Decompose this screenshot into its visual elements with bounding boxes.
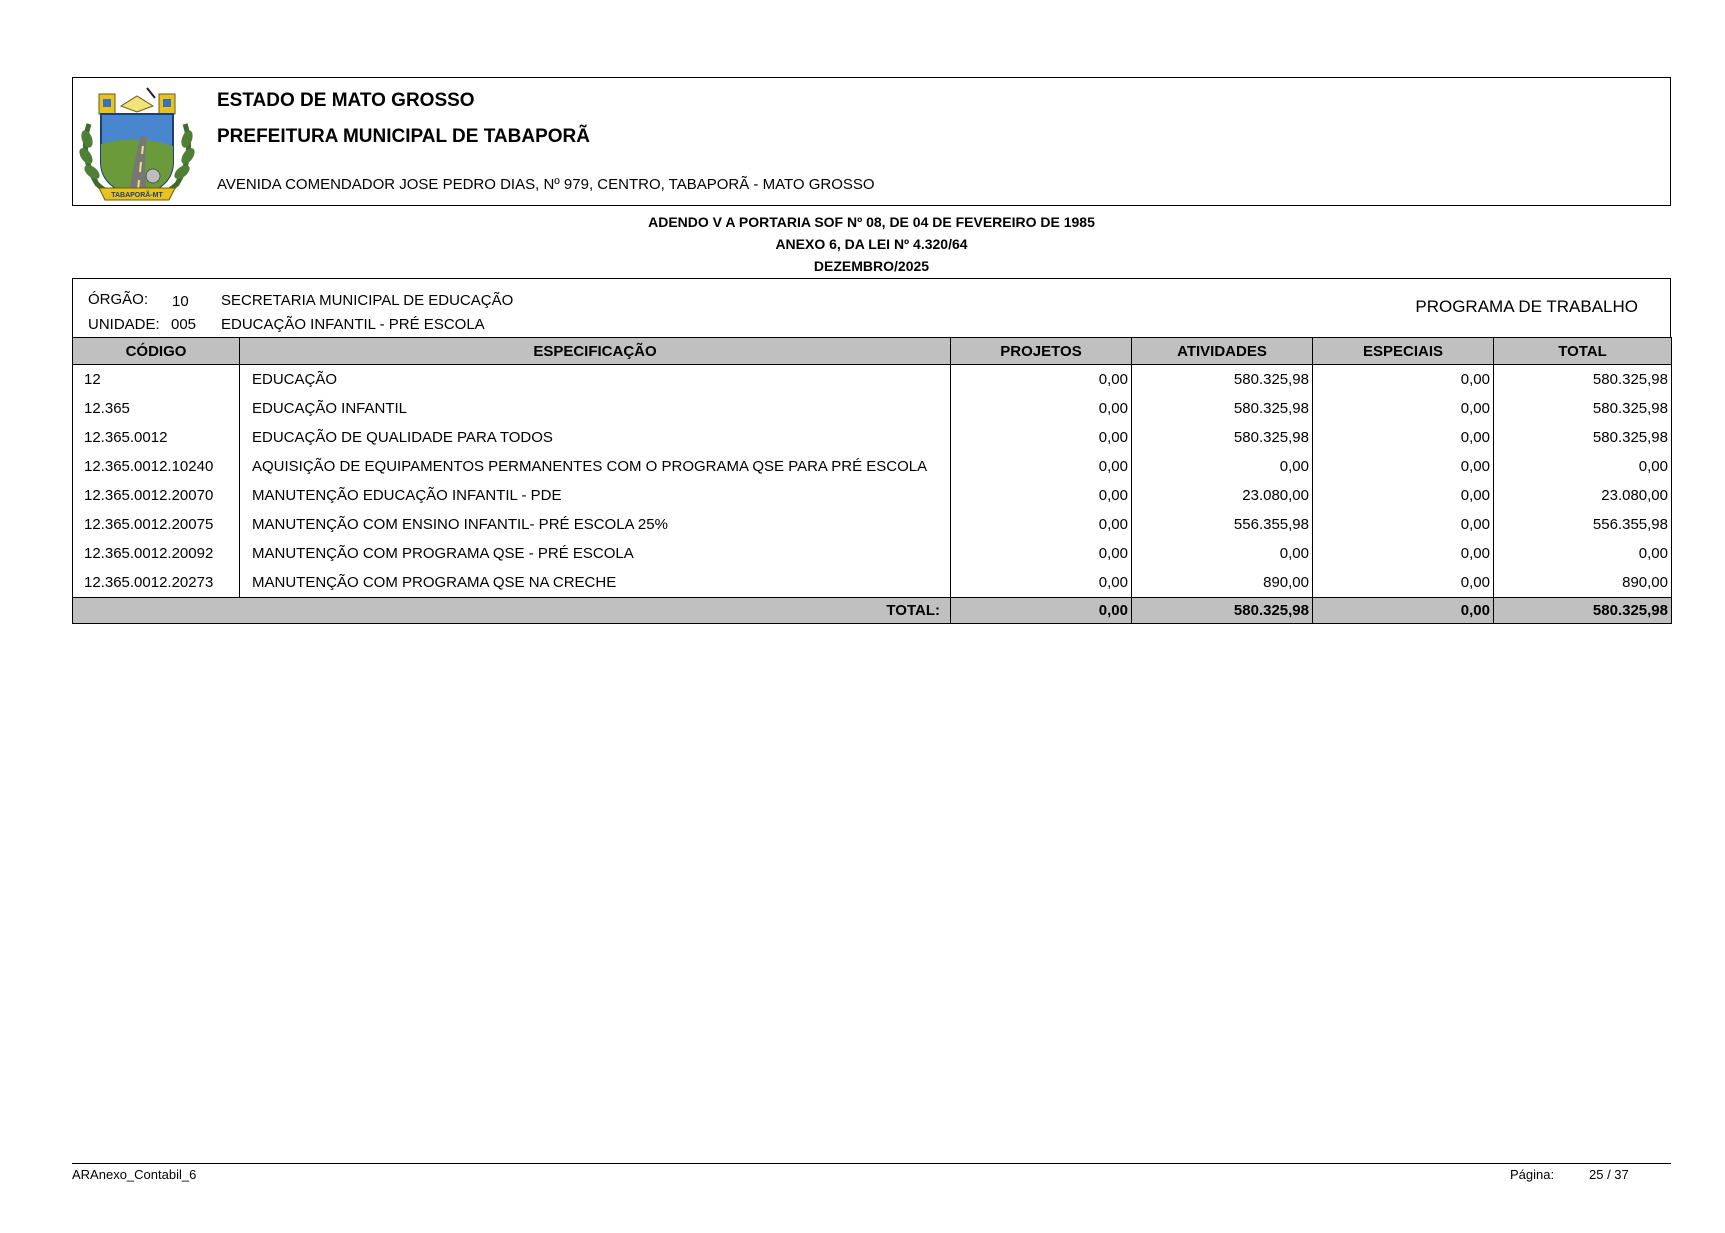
cell-especiais: 0,00 (1313, 568, 1494, 598)
report-name: ARAnexo_Contabil_6 (72, 1167, 197, 1182)
cell-atividades: 0,00 (1132, 452, 1313, 481)
orgao-code: 10 (172, 293, 189, 310)
coat-of-arms-logo (77, 84, 197, 202)
orgao-label: ÓRGÃO: (88, 291, 149, 308)
cell-especiais: 0,00 (1313, 423, 1494, 452)
program-title: PROGRAMA DE TRABALHO (1415, 297, 1638, 316)
title-line-1: ADENDO V A PORTARIA SOF Nº 08, DE 04 DE FEVEREIRO DE 1985 (648, 214, 1095, 230)
cell-codigo: 12 (73, 365, 240, 395)
total-total: 580.325,98 (1494, 598, 1672, 624)
prefecture-name: PREFEITURA MUNICIPAL DE TABAPORÃ (217, 126, 590, 147)
cell-codigo: 12.365.0012.20273 (73, 568, 240, 598)
table-row (73, 481, 1672, 510)
report-titles (72, 211, 1671, 277)
cell-especiais: 0,00 (1313, 394, 1494, 423)
total-projetos: 0,00 (951, 598, 1132, 624)
unidade-label: UNIDADE: (88, 316, 160, 333)
page-label: Página: (1510, 1167, 1555, 1182)
cell-codigo: 12.365.0012.20092 (73, 539, 240, 568)
cell-total: 580.325,98 (1494, 394, 1672, 423)
state-name: ESTADO DE MATO GROSSO (217, 90, 475, 111)
table-row (73, 510, 1672, 539)
letterhead (72, 77, 1671, 206)
cell-total: 0,00 (1494, 539, 1672, 568)
cell-atividades: 580.325,98 (1132, 423, 1313, 452)
orgao-name: SECRETARIA MUNICIPAL DE EDUCAÇÃO (221, 292, 514, 309)
cell-projetos: 0,00 (951, 568, 1132, 598)
cell-especificacao: EDUCAÇÃO DE QUALIDADE PARA TODOS (240, 423, 951, 452)
table-row (73, 568, 1672, 598)
table-header-row (73, 338, 1672, 365)
cell-projetos: 0,00 (951, 423, 1132, 452)
title-line-3: DEZEMBRO/2025 (813, 258, 930, 274)
cell-total: 556.355,98 (1494, 510, 1672, 539)
cell-projetos: 0,00 (951, 394, 1132, 423)
cell-codigo: 12.365.0012.20070 (73, 481, 240, 510)
cell-codigo: 12.365 (73, 394, 240, 423)
total-atividades: 580.325,98 (1132, 598, 1313, 624)
cell-especificacao: MANUTENÇÃO COM PROGRAMA QSE NA CRECHE (240, 568, 951, 598)
cell-codigo: 12.365.0012 (73, 423, 240, 452)
cell-atividades: 0,00 (1132, 539, 1313, 568)
cell-especiais: 0,00 (1313, 365, 1494, 395)
cell-total: 580.325,98 (1494, 423, 1672, 452)
unidade-name: EDUCAÇÃO INFANTIL - PRÉ ESCOLA (221, 316, 485, 333)
col-header-atividades: ATIVIDADES (1132, 338, 1313, 365)
total-especiais: 0,00 (1313, 598, 1494, 624)
cell-especificacao: MANUTENÇÃO EDUCAÇÃO INFANTIL - PDE (240, 481, 951, 510)
cell-total: 23.080,00 (1494, 481, 1672, 510)
cell-especificacao: AQUISIÇÃO DE EQUIPAMENTOS PERMANENTES COM O PROGRAMA QSE PARA PRÉ ESCOLA (240, 452, 951, 481)
table-row (73, 394, 1672, 423)
organ-info-box (72, 278, 1671, 337)
cell-especificacao: MANUTENÇÃO COM PROGRAMA QSE - PRÉ ESCOLA (240, 539, 951, 568)
cell-projetos: 0,00 (951, 510, 1132, 539)
cell-especificacao: EDUCAÇÃO (240, 365, 951, 395)
cell-total: 0,00 (1494, 452, 1672, 481)
table-row (73, 365, 1672, 395)
col-header-total: TOTAL (1494, 338, 1672, 365)
cell-atividades: 890,00 (1132, 568, 1313, 598)
cell-atividades: 23.080,00 (1132, 481, 1313, 510)
cell-total: 580.325,98 (1494, 365, 1672, 395)
title-line-2: ANEXO 6, DA LEI Nº 4.320/64 (775, 236, 968, 252)
col-header-especificacao: ESPECIFICAÇÃO (240, 338, 951, 365)
logo-banner-text: TABAPORÃ-MT (111, 192, 163, 199)
cell-projetos: 0,00 (951, 452, 1132, 481)
cell-especiais: 0,00 (1313, 452, 1494, 481)
page-number: 25 / 37 (1589, 1167, 1629, 1182)
cell-especiais: 0,00 (1313, 539, 1494, 568)
cell-projetos: 0,00 (951, 365, 1132, 395)
cell-total: 890,00 (1494, 568, 1672, 598)
table-row (73, 423, 1672, 452)
cell-codigo: 12.365.0012.10240 (73, 452, 240, 481)
cell-especificacao: EDUCAÇÃO INFANTIL (240, 394, 951, 423)
address-line: AVENIDA COMENDADOR JOSE PEDRO DIAS, Nº 979, CENTRO, TABAPORÃ - MATO GROSSO (217, 176, 875, 193)
cell-especiais: 0,00 (1313, 510, 1494, 539)
cell-atividades: 580.325,98 (1132, 394, 1313, 423)
work-program-table (72, 337, 1672, 624)
cell-projetos: 0,00 (951, 539, 1132, 568)
col-header-projetos: PROJETOS (951, 338, 1132, 365)
unidade-code: 005 (171, 316, 197, 333)
cell-especiais: 0,00 (1313, 481, 1494, 510)
table-row (73, 452, 1672, 481)
col-header-especiais: ESPECIAIS (1313, 338, 1494, 365)
cell-projetos: 0,00 (951, 481, 1132, 510)
cell-codigo: 12.365.0012.20075 (73, 510, 240, 539)
cell-atividades: 580.325,98 (1132, 365, 1313, 395)
table-row (73, 539, 1672, 568)
footer-divider (72, 1163, 1671, 1164)
total-label: TOTAL: (73, 598, 951, 624)
cell-atividades: 556.355,98 (1132, 510, 1313, 539)
col-header-codigo: CÓDIGO (73, 338, 240, 365)
cell-especificacao: MANUTENÇÃO COM ENSINO INFANTIL- PRÉ ESCOLA 25% (240, 510, 951, 539)
table-total-row (73, 598, 1672, 624)
